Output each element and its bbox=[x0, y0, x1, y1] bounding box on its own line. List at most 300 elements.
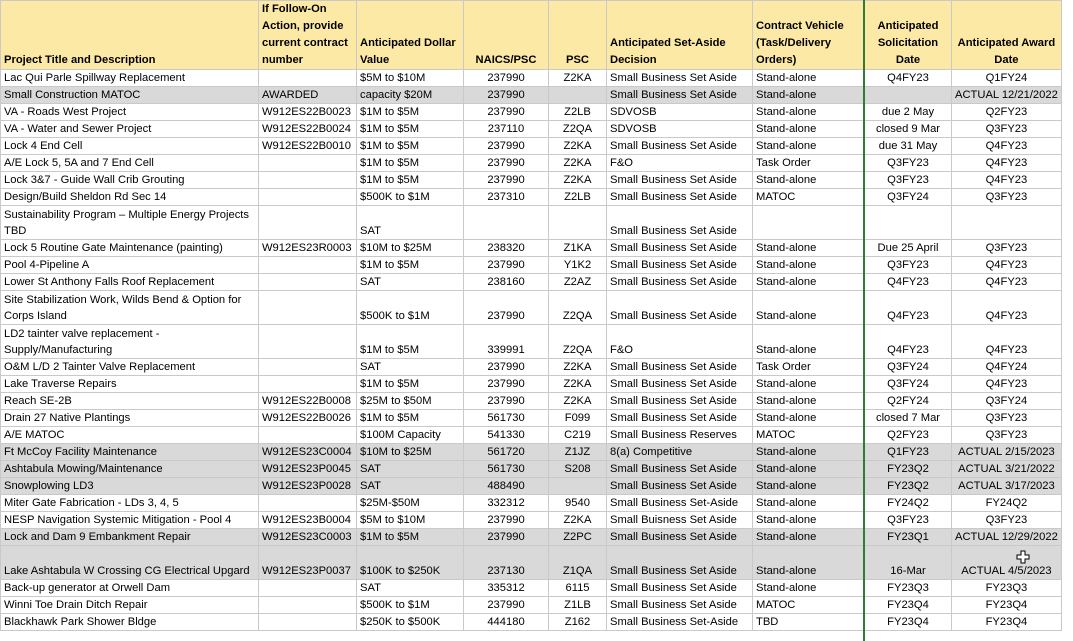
project-title-cell[interactable]: Miter Gate Fabrication - LDs 3, 4, 5 bbox=[1, 495, 259, 512]
naics-cell[interactable]: 561730 bbox=[464, 461, 549, 478]
contract-vehicle-cell[interactable]: MATOC bbox=[753, 189, 865, 206]
naics-cell[interactable]: 444180 bbox=[464, 614, 549, 631]
dollar-value-cell[interactable]: SAT bbox=[357, 206, 464, 240]
award-date-cell[interactable]: Q2FY23 bbox=[952, 104, 1062, 121]
table-row bbox=[1, 138, 1062, 155]
set-aside-cell[interactable]: F&O bbox=[607, 325, 753, 359]
solicitation-date-cell[interactable]: FY24Q2 bbox=[865, 495, 952, 512]
set-aside-cell[interactable]: 8(a) Competitive bbox=[607, 444, 753, 461]
contract-number-cell[interactable] bbox=[259, 172, 357, 189]
award-date-cell[interactable]: Q1FY24 bbox=[952, 70, 1062, 87]
project-title-cell[interactable]: LD2 tainter valve replacement - Supply/Manufacturing bbox=[1, 325, 259, 359]
dollar-value-cell[interactable]: $1M to $5M bbox=[357, 410, 464, 427]
solicitation-date-cell[interactable]: FY23Q4 bbox=[865, 614, 952, 631]
contract-vehicle-cell[interactable]: Stand-alone bbox=[753, 172, 865, 189]
solicitation-date-cell[interactable]: Q4FY23 bbox=[865, 70, 952, 87]
set-aside-cell[interactable]: Small Business Set Aside bbox=[607, 87, 753, 104]
set-aside-cell[interactable]: Small Business Set Aside bbox=[607, 257, 753, 274]
naics-cell[interactable]: 339991 bbox=[464, 325, 549, 359]
psc-cell[interactable]: Z2KA bbox=[549, 376, 607, 393]
contract-vehicle-cell[interactable]: Stand-alone bbox=[753, 325, 865, 359]
contract-vehicle-cell[interactable]: MATOC bbox=[753, 427, 865, 444]
award-date-cell[interactable]: ACTUAL 3/17/2023 bbox=[952, 478, 1062, 495]
header-contract-vehicle[interactable]: Contract Vehicle (Task/Delivery Orders) bbox=[753, 1, 865, 70]
set-aside-cell[interactable]: Small Business Set Aside bbox=[607, 359, 753, 376]
set-aside-cell[interactable]: Small Business Set-Aside bbox=[607, 614, 753, 631]
naics-cell[interactable]: 237990 bbox=[464, 529, 549, 546]
dollar-value-cell[interactable]: $10M to $25M bbox=[357, 444, 464, 461]
naics-cell[interactable]: 237990 bbox=[464, 597, 549, 614]
table-row bbox=[1, 546, 1062, 580]
award-date-cell[interactable]: ACTUAL 3/21/2022 bbox=[952, 461, 1062, 478]
naics-cell[interactable]: 237990 bbox=[464, 376, 549, 393]
contract-vehicle-cell[interactable]: Stand-alone bbox=[753, 376, 865, 393]
dollar-value-cell[interactable]: $25M to $50M bbox=[357, 393, 464, 410]
contract-vehicle-cell[interactable]: Stand-alone bbox=[753, 274, 865, 291]
award-date-cell[interactable]: Q3FY23 bbox=[952, 427, 1062, 444]
project-title-cell[interactable]: A/E MATOC bbox=[1, 427, 259, 444]
contract-number-cell[interactable] bbox=[259, 325, 357, 359]
table-row bbox=[1, 461, 1062, 478]
set-aside-cell[interactable]: Small Business Set Aside bbox=[607, 410, 753, 427]
naics-cell[interactable]: 237130 bbox=[464, 546, 549, 580]
psc-cell[interactable]: Z2QA bbox=[549, 291, 607, 325]
project-title-cell[interactable]: Lock 3&7 - Guide Wall Crib Grouting bbox=[1, 172, 259, 189]
psc-cell[interactable]: Z2KA bbox=[549, 512, 607, 529]
contract-number-cell[interactable]: W912ES23P0028 bbox=[259, 478, 357, 495]
naics-cell[interactable] bbox=[464, 206, 549, 240]
award-date-cell[interactable]: Q4FY23 bbox=[952, 172, 1062, 189]
project-title-cell[interactable]: Lock 4 End Cell bbox=[1, 138, 259, 155]
contract-number-cell[interactable] bbox=[259, 206, 357, 240]
set-aside-cell[interactable]: Small Buisness Set Aside bbox=[607, 512, 753, 529]
psc-cell[interactable]: Z1QA bbox=[549, 546, 607, 580]
contract-vehicle-cell[interactable]: Stand-alone bbox=[753, 495, 865, 512]
set-aside-cell[interactable]: Small Business Set Aside bbox=[607, 240, 753, 257]
set-aside-cell[interactable]: Small Business Set Aside bbox=[607, 376, 753, 393]
contract-number-cell[interactable]: W912ES23C0003 bbox=[259, 529, 357, 546]
header-set-aside[interactable]: Anticipated Set-Aside Decision bbox=[607, 1, 753, 70]
table-row bbox=[1, 104, 1062, 121]
naics-cell[interactable]: 237990 bbox=[464, 257, 549, 274]
contract-vehicle-cell[interactable]: Stand-alone bbox=[753, 478, 865, 495]
naics-cell[interactable]: 237990 bbox=[464, 104, 549, 121]
solicitation-date-cell[interactable]: closed 7 Mar bbox=[865, 410, 952, 427]
psc-cell[interactable]: Z162 bbox=[549, 614, 607, 631]
project-title-cell[interactable]: Lock and Dam 9 Embankment Repair bbox=[1, 529, 259, 546]
contract-number-cell[interactable]: W912ES23B0004 bbox=[259, 512, 357, 529]
table-row bbox=[1, 359, 1062, 376]
project-title-cell[interactable]: Lock 5 Routine Gate Maintenance (painting) bbox=[1, 240, 259, 257]
set-aside-cell[interactable]: Small Business Set Aside bbox=[607, 206, 753, 240]
contract-number-cell[interactable]: W912ES23P0045 bbox=[259, 461, 357, 478]
solicitation-date-cell[interactable]: FY23Q3 bbox=[865, 580, 952, 597]
naics-cell[interactable]: 541330 bbox=[464, 427, 549, 444]
set-aside-cell[interactable]: Small Business Set Aside bbox=[607, 274, 753, 291]
project-title-cell[interactable]: Sustainability Program – Multiple Energy Projects TBD bbox=[1, 206, 259, 240]
project-title-cell[interactable]: A/E Lock 5, 5A and 7 End Cell bbox=[1, 155, 259, 172]
set-aside-cell[interactable]: Small Business Reserves bbox=[607, 427, 753, 444]
header-dollar-value[interactable]: Anticipated Dollar Value bbox=[357, 1, 464, 70]
contract-vehicle-cell[interactable]: MATOC bbox=[753, 597, 865, 614]
table-row bbox=[1, 87, 1062, 104]
award-date-cell[interactable]: FY24Q2 bbox=[952, 495, 1062, 512]
header-psc[interactable]: PSC bbox=[549, 1, 607, 70]
naics-cell[interactable]: 488490 bbox=[464, 478, 549, 495]
contract-vehicle-cell[interactable]: Stand-alone bbox=[753, 546, 865, 580]
naics-cell[interactable]: 332312 bbox=[464, 495, 549, 512]
contract-vehicle-cell[interactable]: TBD bbox=[753, 614, 865, 631]
solicitation-date-cell[interactable]: Q2FY23 bbox=[865, 427, 952, 444]
naics-cell[interactable]: 561730 bbox=[464, 410, 549, 427]
freeze-pane-line bbox=[863, 0, 865, 641]
contract-number-cell[interactable]: W912ES23C0004 bbox=[259, 444, 357, 461]
cell-select-cursor-icon bbox=[1016, 550, 1030, 564]
psc-cell[interactable]: Z2KA bbox=[549, 393, 607, 410]
dollar-value-cell[interactable]: $5M to $10M bbox=[357, 70, 464, 87]
dollar-value-cell[interactable]: SAT bbox=[357, 359, 464, 376]
table-row bbox=[1, 376, 1062, 393]
dollar-value-cell[interactable]: $1M to $5M bbox=[357, 155, 464, 172]
contract-vehicle-cell[interactable]: Stand-alone bbox=[753, 121, 865, 138]
solicitation-date-cell[interactable]: Due 25 April bbox=[865, 240, 952, 257]
contract-vehicle-cell[interactable]: Stand-alone bbox=[753, 512, 865, 529]
contract-number-cell[interactable]: W912ES22B0010 bbox=[259, 138, 357, 155]
set-aside-cell[interactable]: SDVOSB bbox=[607, 104, 753, 121]
solicitation-date-cell[interactable]: FY23Q2 bbox=[865, 461, 952, 478]
dollar-value-cell[interactable]: $250K to $500K bbox=[357, 614, 464, 631]
solicitation-date-cell[interactable]: Q1FY23 bbox=[865, 444, 952, 461]
psc-cell[interactable]: Z1LB bbox=[549, 597, 607, 614]
project-title-cell[interactable]: Drain 27 Native Plantings bbox=[1, 410, 259, 427]
award-date-cell[interactable]: Q3FY23 bbox=[952, 240, 1062, 257]
contract-number-cell[interactable] bbox=[259, 189, 357, 206]
contract-number-cell[interactable] bbox=[259, 614, 357, 631]
header-solicitation-date[interactable]: Anticipated Solicitation Date bbox=[865, 1, 952, 70]
dollar-value-cell[interactable]: $1M to $5M bbox=[357, 376, 464, 393]
psc-cell[interactable]: Z2LB bbox=[549, 189, 607, 206]
dollar-value-cell[interactable]: $1M to $5M bbox=[357, 325, 464, 359]
table-row bbox=[1, 580, 1062, 597]
contract-number-cell[interactable] bbox=[259, 376, 357, 393]
project-title-cell[interactable]: Snowplowing LD3 bbox=[1, 478, 259, 495]
contract-number-cell[interactable] bbox=[259, 155, 357, 172]
contract-number-cell[interactable] bbox=[259, 580, 357, 597]
dollar-value-cell[interactable]: $100M Capacity bbox=[357, 427, 464, 444]
dollar-value-cell[interactable]: $500K to $1M bbox=[357, 597, 464, 614]
naics-cell[interactable]: 237990 bbox=[464, 291, 549, 325]
solicitation-date-cell[interactable]: 16-Mar bbox=[865, 546, 952, 580]
psc-cell[interactable]: Z2KA bbox=[549, 155, 607, 172]
naics-cell[interactable]: 237990 bbox=[464, 87, 549, 104]
table-row bbox=[1, 512, 1062, 529]
psc-cell[interactable]: Z2QA bbox=[549, 121, 607, 138]
psc-cell[interactable]: Z2KA bbox=[549, 172, 607, 189]
header-award-date[interactable]: Anticipated Award Date bbox=[952, 1, 1062, 70]
project-title-cell[interactable]: Design/Build Sheldon Rd Sec 14 bbox=[1, 189, 259, 206]
set-aside-cell[interactable]: Small Business Set Aside bbox=[607, 580, 753, 597]
solicitation-date-cell[interactable]: Q3FY24 bbox=[865, 189, 952, 206]
psc-cell[interactable]: Z2LB bbox=[549, 104, 607, 121]
contract-number-cell[interactable] bbox=[259, 291, 357, 325]
psc-cell[interactable]: Z2AZ bbox=[549, 274, 607, 291]
contract-vehicle-cell[interactable]: Stand-alone bbox=[753, 70, 865, 87]
contract-vehicle-cell[interactable]: Stand-alone bbox=[753, 529, 865, 546]
dollar-value-cell[interactable]: $1M to $5M bbox=[357, 104, 464, 121]
naics-cell[interactable]: 238160 bbox=[464, 274, 549, 291]
psc-cell[interactable]: Z2PC bbox=[549, 529, 607, 546]
award-date-cell[interactable]: ACTUAL 12/21/2022 bbox=[952, 87, 1062, 104]
solicitation-date-cell[interactable] bbox=[865, 87, 952, 104]
psc-cell[interactable]: Y1K2 bbox=[549, 257, 607, 274]
table-row bbox=[1, 121, 1062, 138]
solicitation-date-cell[interactable]: FY23Q1 bbox=[865, 529, 952, 546]
table-row bbox=[1, 444, 1062, 461]
contract-number-cell[interactable] bbox=[259, 359, 357, 376]
solicitation-date-cell[interactable]: FY23Q4 bbox=[865, 597, 952, 614]
project-title-cell[interactable]: Site Stabilization Work, Wilds Bend & Option for Corps Island bbox=[1, 291, 259, 325]
set-aside-cell[interactable]: Small Business Set Aside bbox=[607, 393, 753, 410]
table-row bbox=[1, 410, 1062, 427]
set-aside-cell[interactable]: Small Business Set Aside bbox=[607, 291, 753, 325]
table-row bbox=[1, 70, 1062, 87]
psc-cell[interactable]: Z2KA bbox=[549, 70, 607, 87]
table-row bbox=[1, 240, 1062, 257]
project-title-cell[interactable]: NESP Navigation Systemic Mitigation - Pool 4 bbox=[1, 512, 259, 529]
set-aside-cell[interactable]: Small Business Set-Aside bbox=[607, 495, 753, 512]
dollar-value-cell[interactable]: $1M to $5M bbox=[357, 172, 464, 189]
dollar-value-cell[interactable]: $25M-$50M bbox=[357, 495, 464, 512]
project-title-cell[interactable]: Ashtabula Mowing/Maintenance bbox=[1, 461, 259, 478]
contract-number-cell[interactable]: W912ES22B0008 bbox=[259, 393, 357, 410]
set-aside-cell[interactable]: Small Business Set Aside bbox=[607, 597, 753, 614]
solicitation-date-cell[interactable]: Q4FY23 bbox=[865, 325, 952, 359]
dollar-value-cell[interactable]: SAT bbox=[357, 461, 464, 478]
dollar-value-cell[interactable]: $1M to $5M bbox=[357, 529, 464, 546]
project-title-cell[interactable]: VA - Roads West Project bbox=[1, 104, 259, 121]
project-title-cell[interactable]: Lake Traverse Repairs bbox=[1, 376, 259, 393]
contract-number-cell[interactable]: W912ES22B0024 bbox=[259, 121, 357, 138]
solicitation-date-cell[interactable]: Q4FY23 bbox=[865, 274, 952, 291]
dollar-value-cell[interactable]: $5M to $10M bbox=[357, 512, 464, 529]
naics-cell[interactable]: 237990 bbox=[464, 155, 549, 172]
award-date-cell[interactable]: FY23Q4 bbox=[952, 614, 1062, 631]
project-title-cell[interactable]: Reach SE-2B bbox=[1, 393, 259, 410]
contract-vehicle-cell[interactable]: Stand-alone bbox=[753, 138, 865, 155]
award-date-cell[interactable]: Q3FY23 bbox=[952, 189, 1062, 206]
award-date-cell[interactable] bbox=[952, 206, 1062, 240]
dollar-value-cell[interactable]: $10M to $25M bbox=[357, 240, 464, 257]
naics-cell[interactable]: 237990 bbox=[464, 172, 549, 189]
award-date-cell[interactable]: Q3FY23 bbox=[952, 121, 1062, 138]
dollar-value-cell[interactable]: capacity $20M bbox=[357, 87, 464, 104]
contract-vehicle-cell[interactable]: Stand-alone bbox=[753, 87, 865, 104]
dollar-value-cell[interactable]: $500K to $1M bbox=[357, 189, 464, 206]
project-title-cell[interactable]: Pool 4-Pipeline A bbox=[1, 257, 259, 274]
header-row bbox=[1, 1, 1062, 70]
table-row bbox=[1, 427, 1062, 444]
set-aside-cell[interactable]: F&O bbox=[607, 155, 753, 172]
naics-cell[interactable]: 561720 bbox=[464, 444, 549, 461]
set-aside-cell[interactable]: Small Business Set Aside bbox=[607, 546, 753, 580]
psc-cell[interactable]: Z1KA bbox=[549, 240, 607, 257]
award-date-cell[interactable]: ACTUAL 2/15/2023 bbox=[952, 444, 1062, 461]
dollar-value-cell[interactable]: SAT bbox=[357, 274, 464, 291]
solicitation-date-cell[interactable]: Q3FY24 bbox=[865, 376, 952, 393]
solicitation-date-cell[interactable]: closed 9 Mar bbox=[865, 121, 952, 138]
table-row bbox=[1, 597, 1062, 614]
project-title-cell[interactable]: Blackhawk Park Shower Bldge bbox=[1, 614, 259, 631]
contract-vehicle-cell[interactable]: Stand-alone bbox=[753, 257, 865, 274]
contract-vehicle-cell[interactable]: Stand-alone bbox=[753, 580, 865, 597]
psc-cell[interactable]: C219 bbox=[549, 427, 607, 444]
contract-number-cell[interactable]: W912ES22B0026 bbox=[259, 410, 357, 427]
header-naics[interactable]: NAICS/PSC bbox=[464, 1, 549, 70]
contract-number-cell[interactable] bbox=[259, 427, 357, 444]
naics-cell[interactable]: 237310 bbox=[464, 189, 549, 206]
award-date-cell[interactable]: Q4FY23 bbox=[952, 274, 1062, 291]
contract-number-cell[interactable] bbox=[259, 495, 357, 512]
solicitation-date-cell[interactable]: Q2FY24 bbox=[865, 393, 952, 410]
table-row bbox=[1, 478, 1062, 495]
table-row bbox=[1, 393, 1062, 410]
naics-cell[interactable]: 237990 bbox=[464, 70, 549, 87]
project-title-cell[interactable]: Lake Ashtabula W Crossing CG Electrical Upgard bbox=[1, 546, 259, 580]
naics-cell[interactable]: 237990 bbox=[464, 359, 549, 376]
table-row bbox=[1, 257, 1062, 274]
award-date-cell[interactable]: Q4FY23 bbox=[952, 291, 1062, 325]
naics-cell[interactable]: 237990 bbox=[464, 138, 549, 155]
project-title-cell[interactable]: Lower St Anthony Falls Roof Replacement bbox=[1, 274, 259, 291]
award-date-cell[interactable]: Q3FY24 bbox=[952, 393, 1062, 410]
solicitation-date-cell[interactable] bbox=[865, 206, 952, 240]
solicitation-date-cell[interactable]: due 2 May bbox=[865, 104, 952, 121]
contract-number-cell[interactable] bbox=[259, 274, 357, 291]
dollar-value-cell[interactable]: $100K to $250K bbox=[357, 546, 464, 580]
contract-vehicle-cell[interactable]: Task Order bbox=[753, 155, 865, 172]
contract-number-cell[interactable] bbox=[259, 597, 357, 614]
table-row bbox=[1, 291, 1062, 325]
contract-vehicle-cell[interactable]: Task Order bbox=[753, 359, 865, 376]
table-row bbox=[1, 206, 1062, 240]
contract-number-cell[interactable] bbox=[259, 70, 357, 87]
psc-cell[interactable]: Z2QA bbox=[549, 325, 607, 359]
award-date-cell[interactable]: Q4FY23 bbox=[952, 138, 1062, 155]
dollar-value-cell[interactable]: $500K to $1M bbox=[357, 291, 464, 325]
award-date-cell[interactable]: Q4FY23 bbox=[952, 325, 1062, 359]
award-date-cell[interactable]: Q3FY23 bbox=[952, 410, 1062, 427]
contract-number-cell[interactable]: W912ES22B0023 bbox=[259, 104, 357, 121]
psc-cell[interactable] bbox=[549, 478, 607, 495]
project-title-cell[interactable]: Small Construction MATOC bbox=[1, 87, 259, 104]
psc-cell[interactable]: Z1JZ bbox=[549, 444, 607, 461]
contract-vehicle-cell[interactable]: Stand-alone bbox=[753, 393, 865, 410]
dollar-value-cell[interactable]: $1M to $5M bbox=[357, 138, 464, 155]
solicitation-date-cell[interactable]: FY23Q2 bbox=[865, 478, 952, 495]
table-row bbox=[1, 155, 1062, 172]
table-row bbox=[1, 274, 1062, 291]
contract-number-cell[interactable]: AWARDED bbox=[259, 87, 357, 104]
contract-vehicle-cell[interactable] bbox=[753, 206, 865, 240]
solicitation-date-cell[interactable]: Q3FY24 bbox=[865, 359, 952, 376]
naics-cell[interactable]: 237110 bbox=[464, 121, 549, 138]
psc-cell[interactable]: 9540 bbox=[549, 495, 607, 512]
set-aside-cell[interactable]: Small Business Set Aside bbox=[607, 138, 753, 155]
set-aside-cell[interactable]: Small Business Set Aside bbox=[607, 478, 753, 495]
award-date-cell[interactable]: Q4FY23 bbox=[952, 257, 1062, 274]
set-aside-cell[interactable]: SDVOSB bbox=[607, 121, 753, 138]
dollar-value-cell[interactable]: SAT bbox=[357, 478, 464, 495]
award-date-cell[interactable]: ACTUAL 12/29/2022 bbox=[952, 529, 1062, 546]
solicitation-date-cell[interactable]: Q4FY23 bbox=[865, 291, 952, 325]
set-aside-cell[interactable]: Small Business Set Aside bbox=[607, 529, 753, 546]
psc-cell[interactable]: 6115 bbox=[549, 580, 607, 597]
contract-vehicle-cell[interactable]: Stand-alone bbox=[753, 410, 865, 427]
project-title-cell[interactable]: Ft McCoy Facility Maintenance bbox=[1, 444, 259, 461]
psc-cell[interactable]: Z2KA bbox=[549, 138, 607, 155]
award-date-cell[interactable]: ACTUAL 4/5/2023 bbox=[952, 546, 1062, 580]
solicitation-date-cell[interactable]: Q3FY23 bbox=[865, 257, 952, 274]
header-project-title[interactable]: Project Title and Description bbox=[1, 1, 259, 70]
contract-number-cell[interactable]: W912ES23P0037 bbox=[259, 546, 357, 580]
header-follow-on[interactable]: If Follow-On Action, provide current contract number bbox=[259, 1, 357, 70]
contract-vehicle-cell[interactable]: Stand-alone bbox=[753, 240, 865, 257]
project-title-cell[interactable]: Back-up generator at Orwell Dam bbox=[1, 580, 259, 597]
contract-vehicle-cell[interactable]: Stand-alone bbox=[753, 104, 865, 121]
set-aside-cell[interactable]: Small Business Set Aside bbox=[607, 189, 753, 206]
naics-cell[interactable]: 237990 bbox=[464, 393, 549, 410]
contract-number-cell[interactable]: W912ES23R0003 bbox=[259, 240, 357, 257]
table-row bbox=[1, 325, 1062, 359]
project-title-cell[interactable]: O&M L/D 2 Tainter Valve Replacement bbox=[1, 359, 259, 376]
award-date-cell[interactable]: Q4FY23 bbox=[952, 376, 1062, 393]
award-date-cell[interactable]: Q3FY23 bbox=[952, 512, 1062, 529]
contract-vehicle-cell[interactable]: Stand-alone bbox=[753, 444, 865, 461]
set-aside-cell[interactable]: Small Business Set Aside bbox=[607, 70, 753, 87]
dollar-value-cell[interactable]: SAT bbox=[357, 580, 464, 597]
contract-number-cell[interactable] bbox=[259, 257, 357, 274]
solicitation-date-cell[interactable]: Q3FY23 bbox=[865, 512, 952, 529]
project-title-cell[interactable]: Lac Qui Parle Spillway Replacement bbox=[1, 70, 259, 87]
contract-vehicle-cell[interactable]: Stand-alone bbox=[753, 291, 865, 325]
dollar-value-cell[interactable]: $1M to $5M bbox=[357, 121, 464, 138]
psc-cell[interactable] bbox=[549, 206, 607, 240]
award-date-cell[interactable]: FY23Q3 bbox=[952, 580, 1062, 597]
project-title-cell[interactable]: VA - Water and Sewer Project bbox=[1, 121, 259, 138]
naics-cell[interactable]: 335312 bbox=[464, 580, 549, 597]
psc-cell[interactable] bbox=[549, 87, 607, 104]
naics-cell[interactable]: 237990 bbox=[464, 512, 549, 529]
project-title-cell[interactable]: Winni Toe Drain Ditch Repair bbox=[1, 597, 259, 614]
table-row bbox=[1, 172, 1062, 189]
solicitation-date-cell[interactable]: due 31 May bbox=[865, 138, 952, 155]
award-date-cell[interactable]: Q4FY23 bbox=[952, 155, 1062, 172]
naics-cell[interactable]: 238320 bbox=[464, 240, 549, 257]
solicitation-date-cell[interactable]: Q3FY23 bbox=[865, 172, 952, 189]
table-row bbox=[1, 495, 1062, 512]
award-date-cell[interactable]: Q4FY24 bbox=[952, 359, 1062, 376]
set-aside-cell[interactable]: Small Business Set Aside bbox=[607, 172, 753, 189]
psc-cell[interactable]: F099 bbox=[549, 410, 607, 427]
award-date-cell[interactable]: FY23Q4 bbox=[952, 597, 1062, 614]
dollar-value-cell[interactable]: $1M to $5M bbox=[357, 257, 464, 274]
psc-cell[interactable]: S208 bbox=[549, 461, 607, 478]
solicitation-date-cell[interactable]: Q3FY23 bbox=[865, 155, 952, 172]
psc-cell[interactable]: Z2KA bbox=[549, 359, 607, 376]
set-aside-cell[interactable]: Small Business Set Aside bbox=[607, 461, 753, 478]
contract-vehicle-cell[interactable]: Stand-alone bbox=[753, 461, 865, 478]
table-row bbox=[1, 189, 1062, 206]
